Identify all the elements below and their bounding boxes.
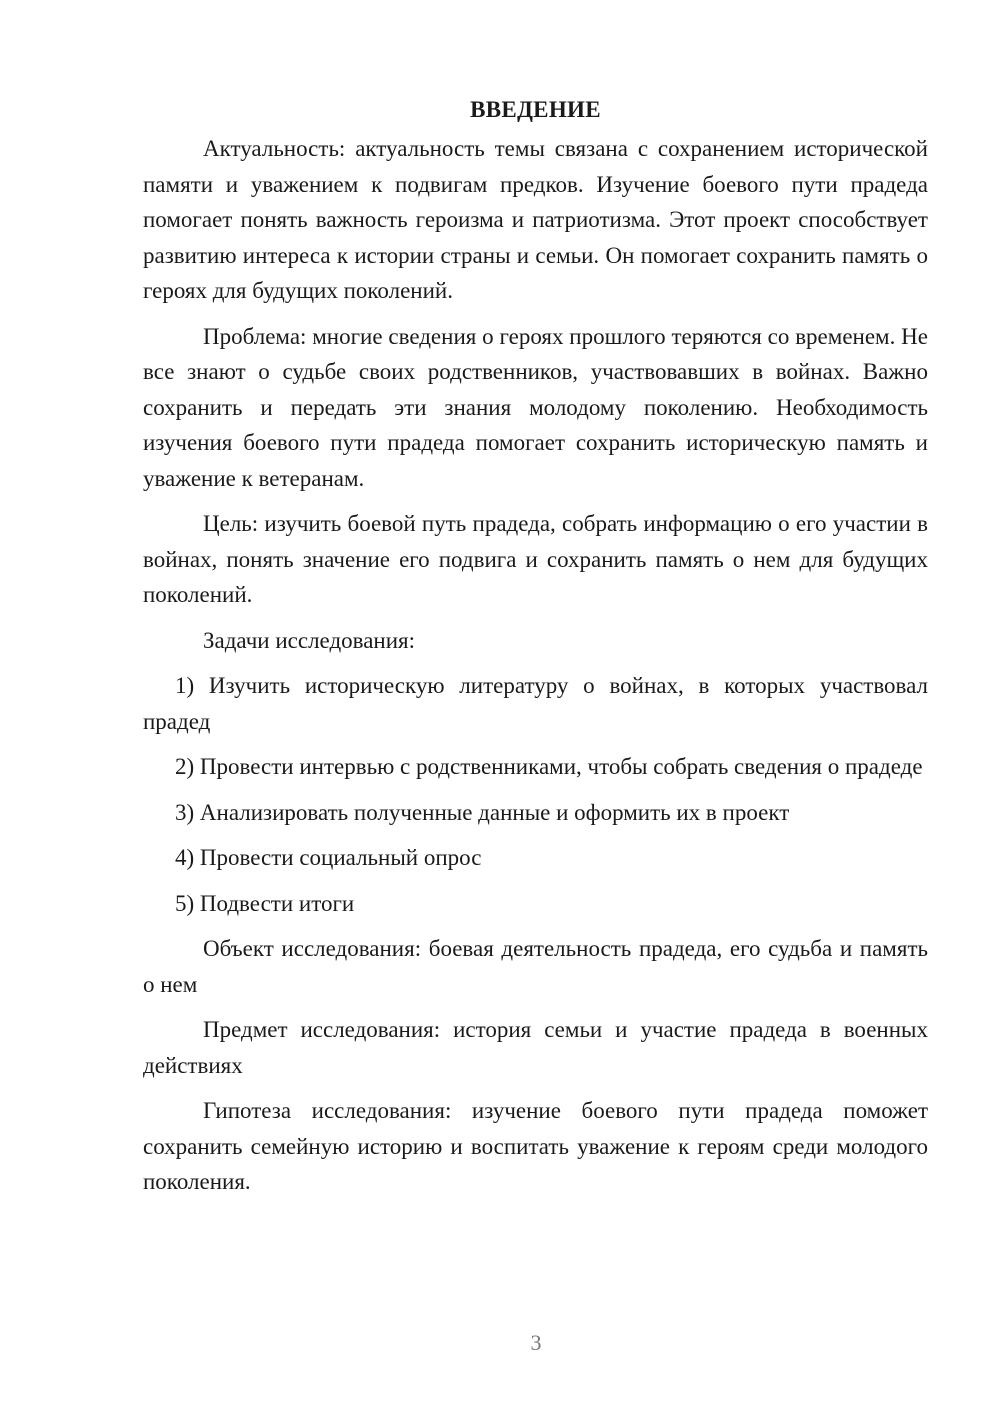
tasks-heading: Задачи исследования: [203,627,416,653]
subject-paragraph: Предмет исследования: история семьи и участие прадеда в военных действиях [143,1017,928,1078]
task-item-2: 2) Провести интервью с родственниками, чтобы собрать сведения о прадеде [175,754,923,779]
document-page [143,92,928,1210]
object-paragraph: Объект исследования: боевая деятельность прадеда, его судьба и память о нем [143,936,928,997]
problem-paragraph: Проблема: многие сведения о героях прошлого теряются со временем. Не все знают о судьбе своих родственников, участвовавших в войнах. Важно сохранить и передать эти знания молодому поколению. Необходимость изучения боевого пути прадеда помогает сохранить историческую память и уважение к ветеранам. [143,323,928,491]
task-item-5: 5) Подвести итоги [175,890,355,916]
hypothesis-paragraph: Гипотеза исследования: изучение боевого пути прадеда поможет сохранить семейную историю и воспитать уважение к героям среди молодого поколения. [143,1098,928,1194]
page-title: ВВЕДЕНИЕ [470,97,601,122]
relevance-paragraph: Актуальность: актуальность темы связана с сохранением исторической памяти и уважением к подвигам предков. Изучение боевого пути прадеда помогает понять важность героизма и патриотизма. Этот проект способствует развитию интереса к истории страны и семьи. Он помогает сохранить память о героях для будущих поколений. [143,136,928,303]
goal-paragraph: Цель: изучить боевой путь прадеда, собрать информацию о его участии в войнах, понять значение его подвига и сохранить память о нем для будущих поколений. [143,511,928,607]
task-item-1: 1) Изучить историческую литературу о войнах, в которых участвовал прадед [143,673,928,734]
task-item-3: 3) Анализировать полученные данные и оформить их в проект [175,799,790,825]
page-number: 3 [530,1330,542,1355]
task-item-4: 4) Провести социальный опрос [175,845,482,870]
